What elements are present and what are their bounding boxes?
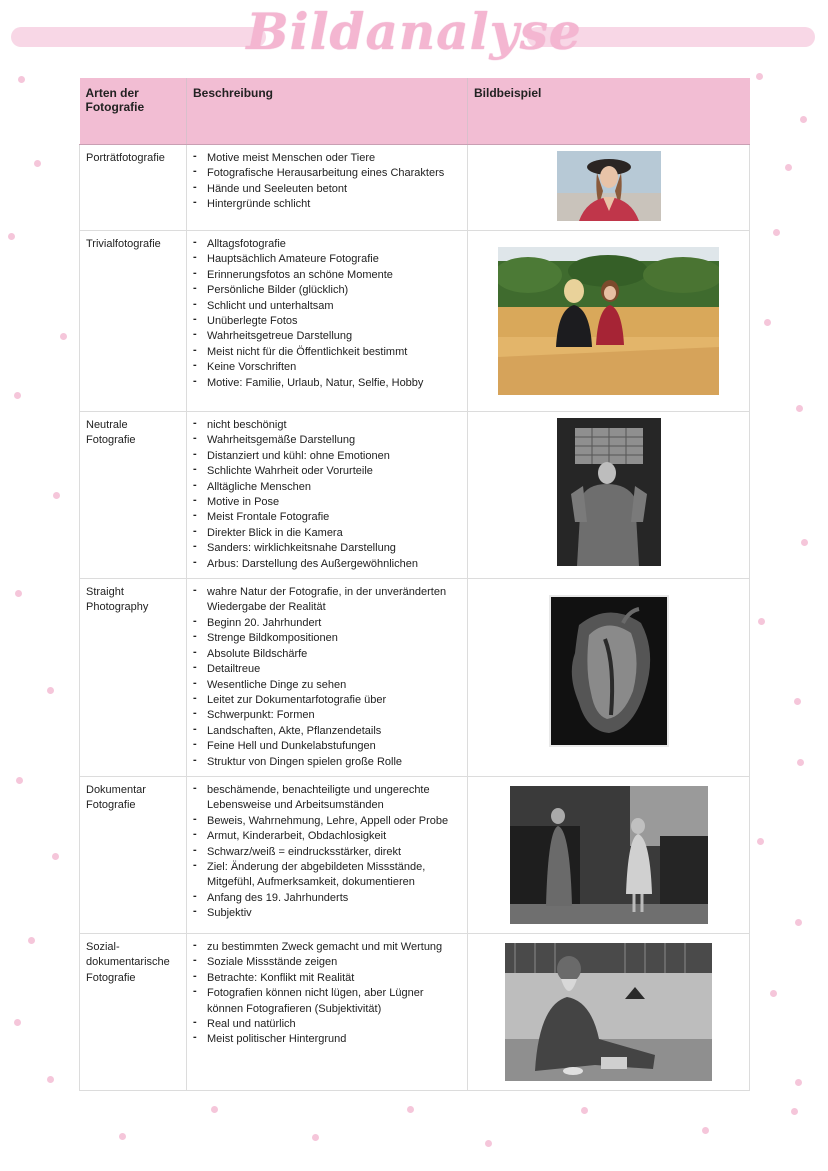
list-item: - Schlicht und unterhaltsam <box>193 299 461 314</box>
table-row <box>80 231 750 412</box>
pepper-photo <box>549 595 669 747</box>
list-item: - Persönliche Bilder (glücklich) <box>193 283 461 298</box>
list-item: - Alltägliche Menschen <box>193 480 461 495</box>
list-item: - Detailtreue <box>193 662 461 677</box>
bricklayer-photo <box>557 418 661 566</box>
decor-dot <box>34 160 41 167</box>
decor-dot <box>785 164 792 171</box>
table-row <box>80 145 750 231</box>
decor-dot <box>52 853 59 860</box>
photography-types-table <box>79 78 750 1091</box>
list-item: - Soziale Missstände zeigen <box>193 955 461 970</box>
decor-dot <box>28 937 35 944</box>
list-item: - Beginn 20. Jahrhundert <box>193 616 461 631</box>
row-type-label: Straight Photography <box>80 579 187 777</box>
list-item: - Beweis, Wahrnehmung, Lehre, Appell oder Probe <box>193 814 461 829</box>
description-list <box>193 151 461 213</box>
description-list <box>193 783 461 922</box>
page-title: Bildanalyse <box>246 2 582 61</box>
decor-dot <box>801 539 808 546</box>
decor-dot <box>702 1127 709 1134</box>
list-item: - Erinnerungsfotos an schöne Momente <box>193 268 461 283</box>
decor-dot <box>797 759 804 766</box>
decor-dot <box>15 590 22 597</box>
list-item: - Unüberlegte Fotos <box>193 314 461 329</box>
decor-dot <box>773 229 780 236</box>
decor-dot <box>800 116 807 123</box>
list-item: - Hintergründe schlicht <box>193 197 461 212</box>
decor-dot <box>756 73 763 80</box>
wheat-field-photo <box>498 247 719 395</box>
list-item: - Wahrheitsgemäße Darstellung <box>193 433 461 448</box>
decor-dot <box>485 1140 492 1147</box>
header-description: Beschreibung <box>187 78 468 145</box>
table-row <box>80 776 750 933</box>
decor-dot <box>757 838 764 845</box>
row-type-label: Dokumentar Fotografie <box>80 776 187 933</box>
description-list <box>193 237 461 391</box>
decor-dot <box>770 990 777 997</box>
decor-dot <box>795 919 802 926</box>
list-item: - Absolute Bildschärfe <box>193 647 461 662</box>
decor-dot <box>53 492 60 499</box>
list-item: - zu bestimmten Zweck gemacht und mit Wertung <box>193 940 461 955</box>
list-item: - Fotografische Herausarbeitung eines Charakters <box>193 166 461 181</box>
child-labor-photo <box>510 786 708 924</box>
decor-dot <box>758 618 765 625</box>
decor-dot <box>119 1133 126 1140</box>
decor-dot <box>407 1106 414 1113</box>
decor-dot <box>795 1079 802 1086</box>
list-item: - Meist nicht für die Öffentlichkeit bestimmt <box>193 345 461 360</box>
list-item: - Meist Frontale Fotografie <box>193 510 461 525</box>
list-item: - Feine Hell und Dunkelabstufungen <box>193 739 461 754</box>
homeless-man-photo <box>505 943 712 1081</box>
description-list <box>193 418 461 572</box>
list-item: - Anfang des 19. Jahrhunderts <box>193 891 461 906</box>
list-item: - Subjektiv <box>193 906 461 921</box>
decor-dot <box>16 777 23 784</box>
decor-dot <box>764 319 771 326</box>
decor-dot <box>794 698 801 705</box>
list-item: - nicht beschönigt <box>193 418 461 433</box>
header-type: Arten der Fotografie <box>80 78 187 145</box>
list-item: - Motive meist Menschen oder Tiere <box>193 151 461 166</box>
list-item: - Keine Vorschriften <box>193 360 461 375</box>
list-item: - Leitet zur Dokumentarfotografie über <box>193 693 461 708</box>
decor-dot <box>14 1019 21 1026</box>
list-item: - Hände und Seeleuten betont <box>193 182 461 197</box>
portrait-photo <box>557 151 661 221</box>
list-item: - Arbus: Darstellung des Außergewöhnlichen <box>193 557 461 572</box>
list-item: - Hauptsächlich Amateure Fotografie <box>193 252 461 267</box>
list-item: - Ziel: Änderung der abgebildeten Missstände, Mitgefühl, Aufmerksamkeit, dokumentieren <box>193 860 461 891</box>
list-item: - Armut, Kinderarbeit, Obdachlosigkeit <box>193 829 461 844</box>
list-item: - Motive: Familie, Urlaub, Natur, Selfie, Hobby <box>193 376 461 391</box>
list-item: - Fotografien können nicht lügen, aber Lügner können Fotografieren (Subjektivität) <box>193 986 461 1017</box>
list-item: - beschämende, benachteiligte und ungerechte Lebensweise und Arbeitsumständen <box>193 783 461 814</box>
list-item: - Struktur von Dingen spielen große Rolle <box>193 755 461 770</box>
decor-dot <box>312 1134 319 1141</box>
list-item: - Meist politischer Hintergrund <box>193 1032 461 1047</box>
list-item: - wahre Natur der Fotografie, in der unveränderten Wiedergabe der Realität <box>193 585 461 616</box>
table-row <box>80 579 750 777</box>
header-example: Bildbeispiel <box>468 78 750 145</box>
decor-dot <box>60 333 67 340</box>
list-item: - Landschaften, Akte, Pflanzendetails <box>193 724 461 739</box>
list-item: - Wesentliche Dinge zu sehen <box>193 678 461 693</box>
table-row <box>80 933 750 1090</box>
row-type-label: Porträtfotografie <box>80 145 187 231</box>
decor-dot <box>796 405 803 412</box>
list-item: - Betrachte: Konflikt mit Realität <box>193 971 461 986</box>
list-item: - Schwarz/weiß = eindrucksstärker, direkt <box>193 845 461 860</box>
table-row <box>80 412 750 579</box>
list-item: - Alltagsfotografie <box>193 237 461 252</box>
row-type-label: Trivialfotografie <box>80 231 187 412</box>
decor-dot <box>791 1108 798 1115</box>
description-list <box>193 940 461 1048</box>
list-item: - Schlichte Wahrheit oder Vorurteile <box>193 464 461 479</box>
table-header-row <box>80 78 750 145</box>
description-list <box>193 585 461 770</box>
decor-dot <box>211 1106 218 1113</box>
decor-dot <box>47 1076 54 1083</box>
list-item: - Distanziert und kühl: ohne Emotionen <box>193 449 461 464</box>
list-item: - Schwerpunkt: Formen <box>193 708 461 723</box>
list-item: - Direkter Blick in die Kamera <box>193 526 461 541</box>
decor-dot <box>8 233 15 240</box>
list-item: - Motive in Pose <box>193 495 461 510</box>
list-item: - Real und natürlich <box>193 1017 461 1032</box>
decor-dot <box>14 392 21 399</box>
list-item: - Wahrheitsgetreue Darstellung <box>193 329 461 344</box>
row-type-label: Neutrale Fotografie <box>80 412 187 579</box>
list-item: - Strenge Bildkompositionen <box>193 631 461 646</box>
row-type-label: Sozial-dokumentarische Fotografie <box>80 933 187 1090</box>
decor-dot <box>581 1107 588 1114</box>
decor-dot <box>47 687 54 694</box>
list-item: - Sanders: wirklichkeitsnahe Darstellung <box>193 541 461 556</box>
decor-dot <box>18 76 25 83</box>
